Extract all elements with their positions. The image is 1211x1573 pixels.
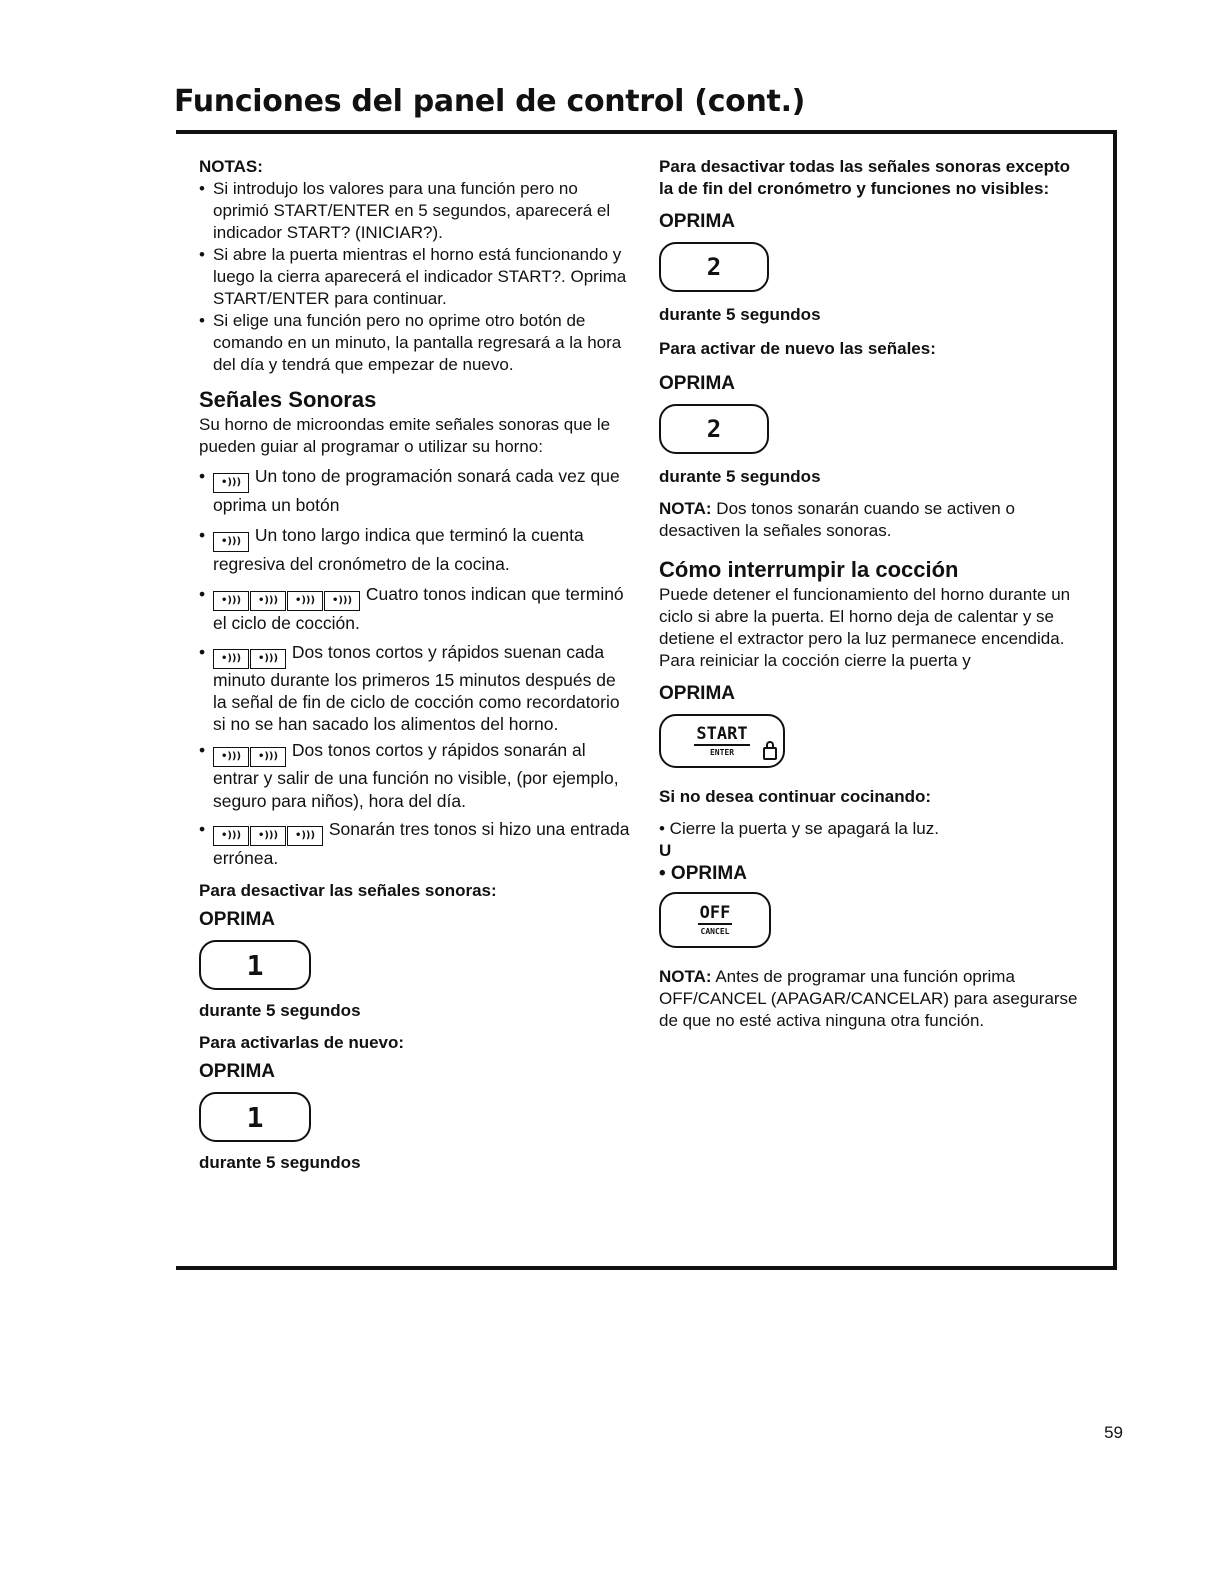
beep-text: Un tono de programación sonará cada vez que oprima un botón <box>213 466 620 515</box>
note2-paragraph <box>659 966 1079 1032</box>
hold-duration: durante 5 segundos <box>659 305 821 324</box>
section-title-interrupt: Cómo interrumpir la cocción <box>659 557 959 582</box>
tone-icon: •))) <box>213 649 249 669</box>
tone-icon: •))) <box>250 747 286 767</box>
key-label-bottom: CANCEL <box>700 926 730 936</box>
left-column <box>199 156 631 1174</box>
deactivate-label: Para desactivar las señales sonoras: <box>199 881 497 900</box>
note-text: Antes de programar una función oprima OFF/CANCEL (APAGAR/CANCELAR) para asegurarse de que no esté activa ninguna otra función. <box>659 967 1078 1030</box>
tone-icon: •))) <box>250 649 286 669</box>
beep-item <box>199 582 631 635</box>
reactivate-label: Para activarlas de nuevo: <box>199 1033 405 1052</box>
beep-text: Cuatro tonos indican que terminó el ciclo de cocción. <box>213 584 624 633</box>
key-label-bottom: ENTER <box>709 747 735 757</box>
beep-text: Sonarán tres tonos si hizo una entrada errónea. <box>213 819 630 868</box>
tone-icon: •))) <box>213 591 249 611</box>
key-label: 2 <box>706 415 722 443</box>
tone-icon: •))) <box>213 747 249 767</box>
key-2-button[interactable] <box>659 404 769 454</box>
key-1-button[interactable] <box>199 940 311 990</box>
beeps-intro: Su horno de microondas emite señales sonoras que le pueden guiar al programar o utilizar su horno: <box>199 415 611 456</box>
note-text: Dos tonos sonarán cuando se activen o desactiven la señales sonoras. <box>659 499 1015 540</box>
press-label: OPRIMA <box>659 211 735 232</box>
tone-icon: •))) <box>213 826 249 846</box>
no-continue-label: Si no desea continuar cocinando: <box>659 787 932 806</box>
tone-icon: •))) <box>250 826 286 846</box>
beep-item <box>199 641 631 735</box>
key-label: 1 <box>246 1100 264 1134</box>
reactivate-label: Para activar de nuevo las señales: <box>659 339 936 358</box>
beep-item <box>199 523 631 576</box>
beep-item <box>199 739 631 813</box>
notes-list <box>199 178 631 376</box>
note-item: • Si abre la puerta mientras el horno está funcionando y luego la cierra aparecerá el indicador START?. Oprima START/ENTER para continuar. <box>199 244 631 310</box>
tone-icon: •))) <box>287 826 323 846</box>
tone-icon: •))) <box>287 591 323 611</box>
or-label: U <box>659 841 672 860</box>
key-label: 2 <box>706 253 722 281</box>
beep-item <box>199 464 631 517</box>
press-label: OPRIMA <box>199 1061 275 1082</box>
note-label: NOTA: <box>659 967 712 986</box>
key-label-top: START <box>696 723 748 744</box>
off-cancel-button[interactable] <box>659 892 771 948</box>
hold-duration: durante 5 segundos <box>659 467 821 486</box>
lock-icon <box>763 747 777 760</box>
tone-icon: •))) <box>324 591 360 611</box>
key-1-button[interactable] <box>199 1092 311 1142</box>
deactivate-all-label: Para desactivar todas las señales sonoras excepto la de fin del cronómetro y funciones no visibles: <box>659 157 1071 198</box>
hold-duration: durante 5 segundos <box>199 1001 361 1020</box>
interrupt-text: Puede detener el funcionamiento del horno durante un ciclo si abre la puerta. El horno deja de calentar y se detiene el extractor pero la luz permanece encendida. Para reiniciar la cocción cierre la puerta y <box>659 585 1071 670</box>
key-2-button[interactable] <box>659 242 769 292</box>
press-label: OPRIMA <box>659 373 735 394</box>
beep-text: Dos tonos cortos y rápidos sonarán al entrar y salir de una función no visible, (por ejemplo, seguro para niños), hora del día. <box>213 740 619 811</box>
tone-icon: •))) <box>213 532 249 552</box>
beep-item <box>199 817 631 870</box>
beep-text: Dos tonos cortos y rápidos suenan cada minuto durante los primeros 15 minutos después de la señal de fin de ciclo de cocción como recordatorio si no se han sacado los alimentos del horno. <box>213 642 620 734</box>
beeps-list <box>199 464 631 870</box>
tone-icon: •))) <box>213 473 249 493</box>
press-label: OPRIMA <box>659 683 735 704</box>
key-label: 1 <box>246 948 264 982</box>
key-label-top: OFF <box>699 902 731 923</box>
note-label: NOTA: <box>659 499 712 518</box>
page-number: 59 <box>1104 1423 1123 1442</box>
hold-duration: durante 5 segundos <box>199 1153 361 1172</box>
beep-text: Un tono largo indica que terminó la cuenta regresiva del cronómetro de la cocina. <box>213 525 584 574</box>
note-item: • Si elige una función pero no oprime otro botón de comando en un minuto, la pantalla regresará a la hora del día y tendrá que empezar de nuevo. <box>199 310 631 376</box>
section-title-beeps: Señales Sonoras <box>199 387 377 412</box>
start-enter-button[interactable] <box>659 714 785 768</box>
press-label: OPRIMA <box>199 909 275 930</box>
notes-label: NOTAS: <box>199 157 263 176</box>
press-label: • OPRIMA <box>659 863 747 884</box>
right-column <box>659 156 1079 1032</box>
option-close-door: • Cierre la puerta y se apagará la luz. <box>659 819 939 838</box>
tone-icon: •))) <box>250 591 286 611</box>
note-paragraph <box>659 498 1079 542</box>
page-title: Funciones del panel de control (cont.) <box>174 84 806 119</box>
note-item: • Si introdujo los valores para una función pero no oprimió START/ENTER en 5 segundos, aparecerá el indicador START? (INICIAR?). <box>199 178 631 244</box>
